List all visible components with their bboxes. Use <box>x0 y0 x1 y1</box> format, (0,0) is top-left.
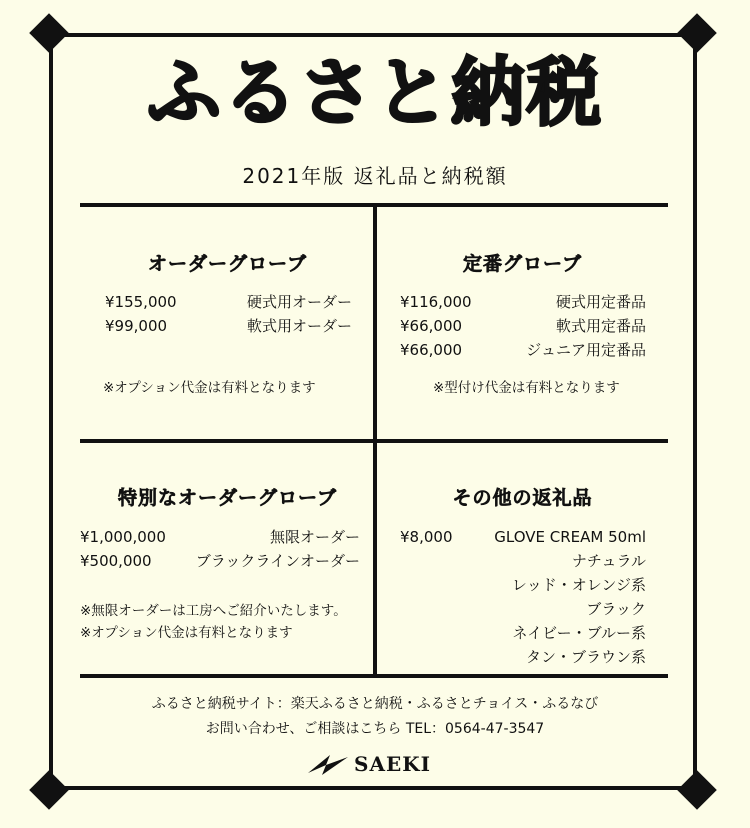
note-text: ※無限オーダーは工房へご紹介いたします。 <box>80 603 347 619</box>
saeki-logo-icon <box>308 753 348 775</box>
saeki-logo <box>308 752 431 776</box>
price-value: ¥155,000 <box>105 293 177 311</box>
note-text: ※オプション代金は有料となります <box>103 380 316 396</box>
item-label: タン・ブラウン系 <box>525 648 646 666</box>
price-value: ¥1,000,000 <box>80 528 166 546</box>
item-label: ブラック <box>586 600 646 618</box>
footer-contact: お問い合わせ、ご相談はこちら TEL：0564-47-3547 <box>205 721 545 737</box>
item-label: ジュニア用定番品 <box>526 341 646 359</box>
price-value: ¥500,000 <box>80 552 152 570</box>
footer-sites: ふるさと納税サイト：楽天ふるさと納税・ふるさとチョイス・ふるなび <box>151 696 599 712</box>
item-label: ナチュラル <box>571 552 646 570</box>
price-value: ¥116,000 <box>400 293 472 311</box>
item-label: ネイビー・ブルー系 <box>512 624 646 642</box>
price-value: ¥99,000 <box>105 317 168 335</box>
section-heading: 特別なオーダーグローブ <box>117 487 338 509</box>
item-label: ブラックラインオーダー <box>195 552 360 570</box>
item-label: 軟式用定番品 <box>555 317 646 335</box>
price-value: ¥66,000 <box>400 317 463 335</box>
page-title: ふるさと納税 <box>147 50 603 136</box>
item-label: 無限オーダー <box>269 528 360 546</box>
note-text: ※型付け代金は有料となります <box>433 380 620 396</box>
logo-text: SAEKI <box>354 752 431 776</box>
note-text: ※オプション代金は有料となります <box>80 625 293 641</box>
section-heading: 定番グローブ <box>462 253 583 275</box>
item-label: 軟式用オーダー <box>246 317 352 335</box>
item-label: GLOVE CREAM 50ml <box>494 528 646 546</box>
section-heading: その他の返礼品 <box>452 487 593 509</box>
price-value: ¥8,000 <box>400 528 453 546</box>
page-subtitle: 2021年版 返礼品と納税額 <box>242 164 508 188</box>
item-label: 硬式用定番品 <box>555 293 646 311</box>
item-label: 硬式用オーダー <box>246 293 352 311</box>
section-heading: オーダーグローブ <box>147 253 308 275</box>
price-value: ¥66,000 <box>400 341 463 359</box>
item-label: レッド・オレンジ系 <box>511 576 646 594</box>
